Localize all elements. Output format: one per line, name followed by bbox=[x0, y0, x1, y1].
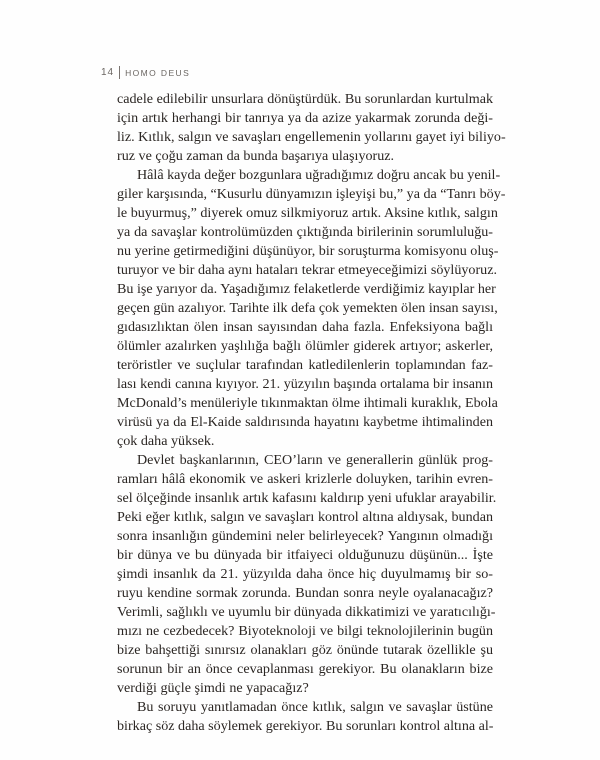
text-line: liz. Kıtlık, salgın ve savaşları engellemenin yollarını gayet iyi biliyo- bbox=[117, 129, 506, 145]
text-line: Peki eğer kıtlık, salgın ve savaşları kontrol altına aldıysak, bundan bbox=[117, 509, 493, 525]
text-line: verdiği güçle şimdi ne yapacağız? bbox=[117, 680, 309, 696]
text-line: bir dünya ve bu dünyada bir itfaiyeci olduğunuzu düşünün... İşte bbox=[117, 547, 493, 563]
text-line: lası kendi canına kıyıyor. 21. yüzyılın başında ortalama bir insanın bbox=[117, 376, 493, 392]
text-line: şimdi insanlık da 21. yüzyılda daha önce hiç duyulmamış bir so- bbox=[117, 566, 493, 582]
paragraph bbox=[117, 698, 493, 736]
paragraph bbox=[117, 166, 506, 451]
text-line: ölümler azalırken yaşlılığa bağlı ölümler giderek artıyor; askerler, bbox=[117, 338, 493, 354]
paragraph bbox=[117, 90, 506, 166]
text-line: mızı ne cezbedecek? Biyoteknoloji ve bilgi teknolojilerinin bugün bbox=[117, 623, 493, 639]
text-line: Verimli, sağlıklı ve uyumlu bir dünyada dikkatimizi ve yaratıcılığı- bbox=[117, 604, 496, 620]
text-line: cadele edilebilir unsurlara dönüştürdük. Bu sorunlardan kurtulmak bbox=[117, 91, 493, 107]
text-line: için artık herhangi bir tanrıya ya da azize yakarmak zorunda deği- bbox=[117, 110, 493, 126]
text-line: teröristler ve suçlular tarafından katledilenlerin toplamından faz- bbox=[117, 357, 493, 373]
text-line: sorunun bir an önce cevaplanması gerekiyor. Bu olanakların bize bbox=[117, 661, 493, 677]
text-line: Bu işe yarıyor da. Yaşadığımız felaketlerde verdiğimiz kayıplar her bbox=[117, 281, 496, 297]
text-line: geçen gün azalıyor. Tarihte ilk defa çok yemekten ölen insan sayısı, bbox=[117, 300, 498, 316]
text-line: gıdasızlıktan ölen insan sayısından daha fazla. Enfeksiyona bağlı bbox=[117, 319, 493, 335]
page-number: 14 bbox=[101, 67, 115, 78]
body-text bbox=[117, 90, 506, 736]
text-line: sel ölçeğinde insanlık artık kafasını kaldırıp yeni ufuklar arayabilir. bbox=[117, 490, 497, 506]
text-line: birkaç söz daha söylemek gerekiyor. Bu sorunları kontrol altına al- bbox=[117, 718, 494, 734]
text-line: ya da savaşlar kontrolümüzden çıktığında birilerinin sorumluluğu- bbox=[117, 224, 493, 240]
book-title: HOMO DEUS bbox=[125, 67, 191, 78]
header-divider bbox=[119, 66, 120, 79]
text-line: virüsü ya da El-Kaide saldırısında hayatını kaybetme ihtimalinden bbox=[117, 414, 493, 430]
text-line: sonra insanlığın gündemini neler belirleyecek? Yangının olmadığı bbox=[117, 528, 493, 544]
text-line: ruz ve çoğu zaman da bunda başarıya ulaşıyoruz. bbox=[117, 148, 395, 164]
text-line: nu yerine getirmediğini düşünüyor, bir soruşturma komisyonu oluş- bbox=[117, 243, 499, 259]
text-line: McDonald’s menüleriyle tıkınmaktan ölme ihtimali kuraklık, Ebola bbox=[117, 395, 498, 411]
text-line: ruyu kendine sormak zorunda. Bundan sonra neyle oyalanacağız? bbox=[117, 585, 493, 601]
text-line: bize bahşettiği sınırsız olanakları göz önünde tutarak özellikle şu bbox=[117, 642, 493, 658]
running-header bbox=[101, 66, 190, 79]
text-line: giler karşısında, “Kusurlu dünyamızın işleyişi bu,” ya da “Tanrı böy- bbox=[117, 186, 506, 202]
text-line: turuyor ve bir daha aynı hataları tekrar etmeyeceğimizi söylüyoruz. bbox=[117, 262, 497, 278]
paragraph bbox=[117, 451, 497, 698]
text-line: le buyurmuş,” diyerek omuz silkmiyoruz artık. Aksine kıtlık, salgın bbox=[117, 205, 498, 221]
text-line: Hâlâ kayda değer bozgunlara uğradığımız doğru ancak bu yenil- bbox=[137, 167, 501, 183]
text-line: Devlet başkanlarının, CEO’ların ve generallerin günlük prog- bbox=[137, 452, 493, 468]
text-line: çok daha yüksek. bbox=[117, 433, 215, 449]
text-line: ramları hâlâ ekonomik ve askeri krizlerle doluyken, tarihin evren- bbox=[117, 471, 493, 487]
text-line: Bu soruyu yanıtlamadan önce kıtlık, salgın ve savaşlar üstüne bbox=[137, 699, 493, 715]
